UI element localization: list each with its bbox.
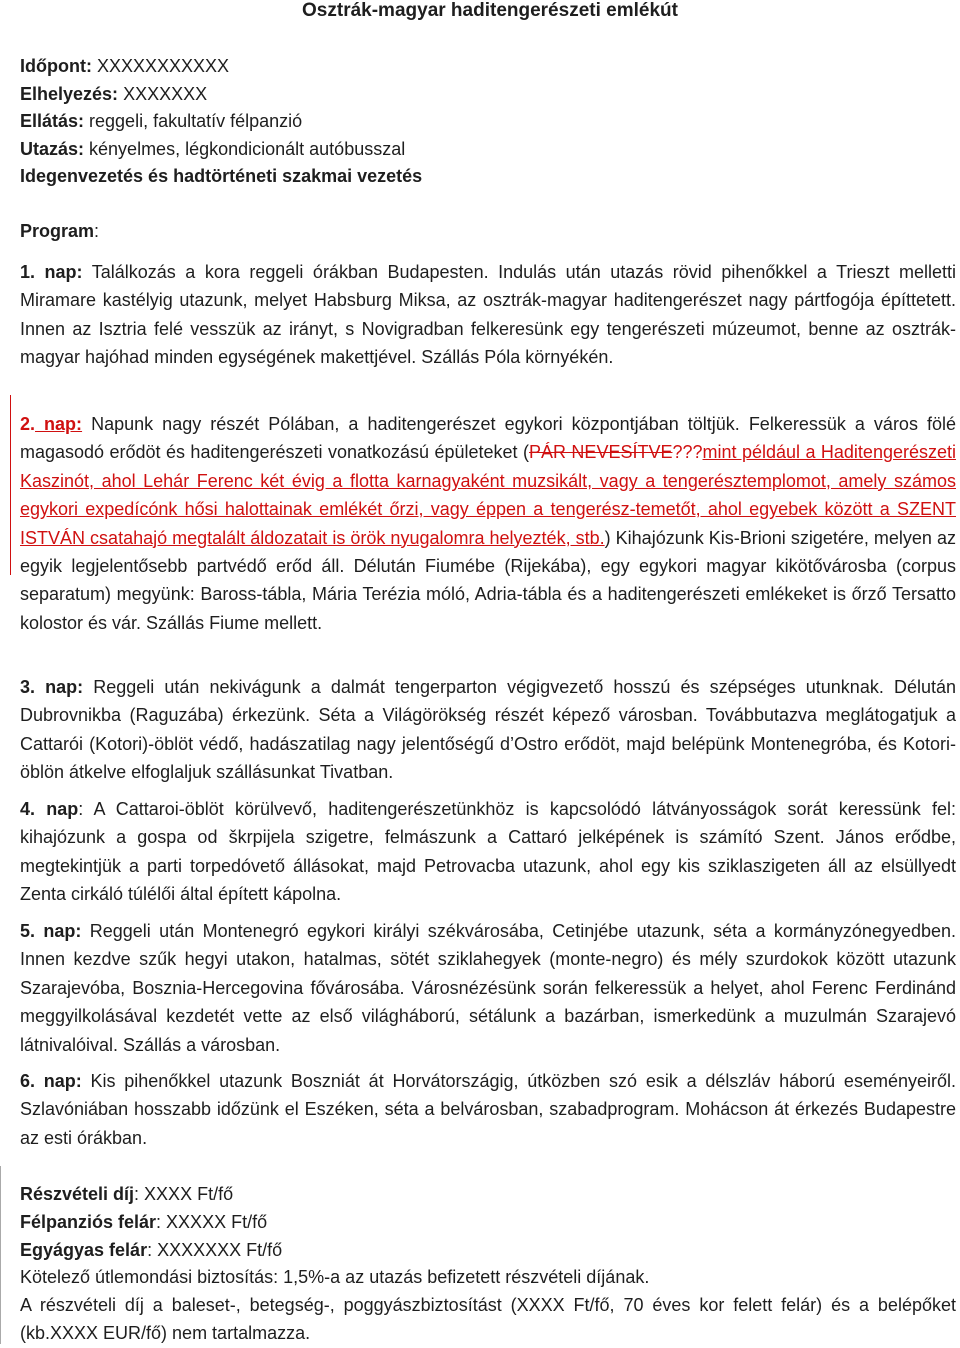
day-5-text: Reggeli után Montenegró egykori királyi székvárosába, Cetinjébe utazunk, séta a kormányzónegyedben. Innen kezdve szűk hegyi utakon, hatalmas, sötét sziklahegyek (monte-negro) és mély szurdokok között utazunk Szarajevóba, Bosznia-Hercegovina fővárosába. Városnézésünk során felkeressük a helyet, ahol Ferenc Ferdinánd meggyilkolásával kezdetét vette az első világháború, sétálunk a bazárban, ismerkedünk a muzulmán Szarajevó látnivalóival. Szállás a városban. bbox=[20, 921, 956, 1055]
day-4-text: : A Cattaroi-öblöt körülvevő, haditengerészetünkhöz is kapcsolódó látványosságok sorát keressünk fel: kihajózunk a gospa od škrpijela szigetre, felmászunk a Cattaró jelképének is számító Szent. János erődbe, megtekintjük a parti torpedóvető állásokat, majd Petrovacba utazunk, ahol egy kis sziklaszigeten áll az elsüllyedt Zenta cirkáló túlélői által épített kápolna. bbox=[20, 799, 956, 905]
half-board-label: Félpanziós felár bbox=[20, 1211, 157, 1232]
revision-bar bbox=[10, 395, 11, 575]
info-place-label: Elhelyezés: bbox=[20, 83, 119, 104]
info-board-value: reggeli, fakultatív félpanzió bbox=[84, 111, 303, 132]
day-6 bbox=[20, 1067, 956, 1152]
day-3 bbox=[20, 673, 956, 787]
day-4 bbox=[20, 795, 956, 909]
day-1 bbox=[20, 258, 956, 372]
info-place-value: XXXXXXX bbox=[118, 83, 208, 104]
fee-value: : XXXX Ft/fő bbox=[134, 1184, 234, 1204]
half-board-line bbox=[20, 1209, 956, 1237]
exclusion-note: A részvételi díj a baleset-, betegség-, poggyászbiztosítást (XXXX Ft/fő, 70 éves kor felett felár) és a belépőket (kb.XXXX EUR/fő) nem tartalmazza. bbox=[20, 1295, 956, 1343]
program-label: Program bbox=[20, 221, 95, 241]
insurance-line: Kötelező útlemondási biztosítás: 1,5%-a az utazás befizetett részvételi díjának. bbox=[20, 1267, 650, 1288]
info-travel-value: kényelmes, légkondicionált autóbusszal bbox=[84, 138, 406, 159]
day-2-strike: PÁR NEVESÍTVE bbox=[528, 442, 673, 463]
day-3-label: 3. nap: bbox=[20, 677, 84, 697]
info-board-label: Ellátás: bbox=[20, 111, 85, 132]
day-2-red-u: mint például a Haditengerészeti Kaszinót, ahol Lehár Ferenc két évig a flotta karnagyaként muzsikált, vagy a tengerésztemplomot, amely számos egykori expedícónk hősi halottainak emlékét őrzi, vagy éppen a tengerész-temetőt, ahol egyebek között a SZENT ISTVÁN csatahajó megtalált áldozatait is örök nyugalomra helyezték, stb. bbox=[20, 442, 956, 548]
program-heading bbox=[20, 218, 99, 245]
single-value: : XXXXXXX Ft/fő bbox=[147, 1239, 283, 1260]
info-time-value: XXXXXXXXXXX bbox=[91, 56, 230, 76]
day-1-text: Találkozás a kora reggeli órákban Budapesten. Indulás után utazás rövid pihenőkkel a Trieszt melletti Miramare kastélyig utazunk, melyet Habsburg Miksa, az osztrák-magyar haditengerészet nagy pártfogója építtetett. Innen az Isztria felé vesszük az irányt, s Novigradban felkeresünk egy tengerészeti múzeumot, benne az osztrák-magyar hajóhad minden egységének makettjével. Szállás Póla környékén. bbox=[20, 262, 956, 368]
day-4-label: 4. nap bbox=[20, 799, 79, 819]
day-1-label: 1. nap: bbox=[20, 262, 83, 282]
day-2-text-a: Napunk nagy részét Pólában, a haditengerészet egykori központjában töltjük. Felkeressük a város fölé magasodó erődöt és haditengerészeti vonatkozású épületeket ( bbox=[20, 414, 957, 463]
trip-info bbox=[20, 53, 422, 191]
info-guide: Idegenvezetés és hadtörténeti szakmai vezetés bbox=[20, 166, 423, 187]
info-board bbox=[20, 108, 422, 136]
day-5 bbox=[20, 917, 956, 1059]
day-3-text: Reggeli után nekivágunk a dalmát tengerparton végigvezető hosszú és szépséges utunknak. Délután Dubrovnikba (Raguzába) érkezünk. Séta a Világörökség részét képező városban. Továbbutazva meglátogatjuk a Cattarói (Kotori)-öblöt védő, hadászatilag nagy jelentőségű d’Ostro erődöt, majd belépünk Montenegróba, és Kotori-öblön átkelve elfoglaljuk szállásunkat Tivatban. bbox=[20, 677, 956, 783]
day-2-label-num: 2. bbox=[20, 414, 36, 434]
single-line bbox=[20, 1237, 956, 1265]
info-travel-label: Utazás: bbox=[20, 138, 85, 159]
day-2-label-word: nap: bbox=[35, 414, 83, 434]
day-2-red-q: ??? bbox=[672, 442, 703, 463]
info-place bbox=[20, 81, 422, 109]
day-5-label: 5. nap: bbox=[20, 921, 82, 941]
fee-line bbox=[20, 1181, 956, 1209]
page-title: Osztrák-magyar haditengerészeti emlékút bbox=[302, 0, 678, 21]
day-2-text-b: ) Kihajózunk Kis-Brioni szigetére, melyen az egyik legjelentősebb partvédő erőd áll. Délután Fiumébe (Rijekába), egy egykori magyar kikötővárosba (corpus separatum) megyünk: Baross-tábla, Mária Terézia móló, Adria-tábla és a haditengerészeti emlékeket is őrző Tersatto kolostor és vár. Szállás Fiume mellett. bbox=[20, 527, 956, 633]
day-2 bbox=[20, 410, 956, 637]
info-time bbox=[20, 53, 422, 81]
single-label: Egyágyas felár bbox=[20, 1239, 148, 1260]
program-colon: : bbox=[94, 221, 100, 241]
info-travel bbox=[20, 136, 422, 164]
info-time-label: Időpont: bbox=[20, 56, 92, 76]
margin-line bbox=[0, 1166, 1, 1344]
price-section bbox=[20, 1181, 956, 1348]
fee-label: Részvételi díj bbox=[20, 1184, 135, 1204]
half-board-value: : XXXXX Ft/fő bbox=[156, 1211, 268, 1232]
day-6-text: Kis pihenőkkel utazunk Boszniát át Horvátországig, útközben szó esik a délszláv háború eseményeiről. Szlavóniában hosszabb időzünk el Eszéken, séta a belvárosban, szabadprogram. Mohácson át érkezés Budapestre az esti órákban. bbox=[20, 1071, 956, 1148]
day-6-label: 6. nap: bbox=[20, 1071, 82, 1091]
